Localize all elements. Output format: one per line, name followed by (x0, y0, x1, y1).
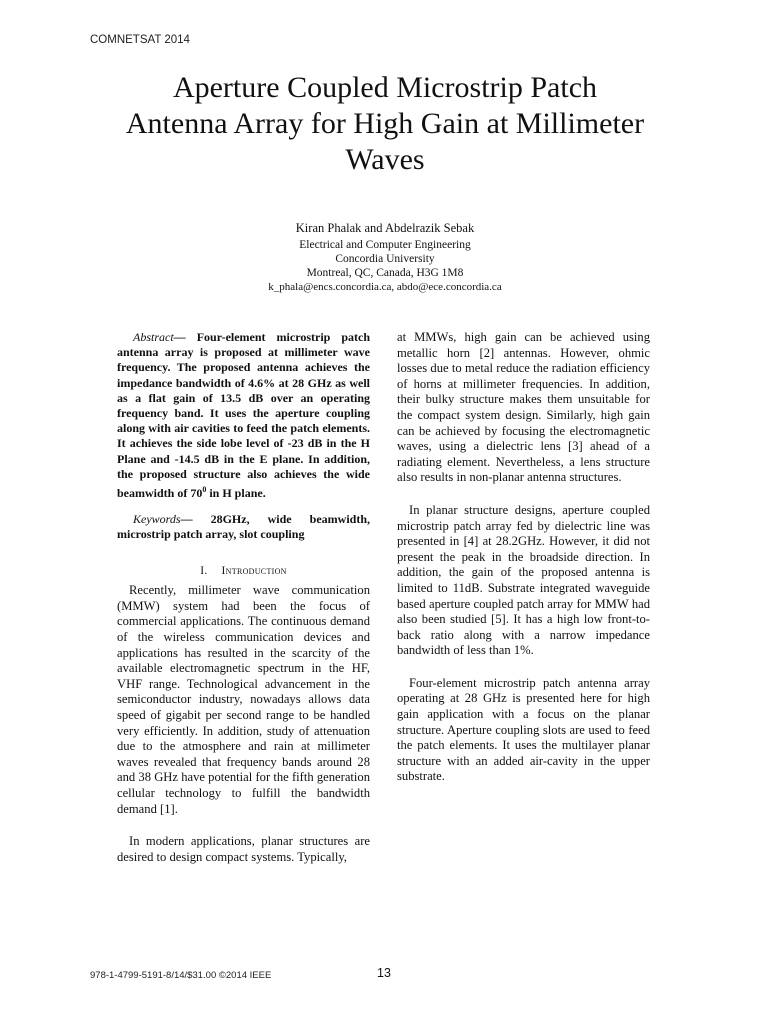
author-university: Concordia University (335, 253, 435, 265)
section-number: I. (200, 564, 208, 577)
intro-paragraph-3: at MMWs, high gain can be achieved using metallic horn [2] antennas. However, ohmic losses due to metal reduce the radiation efficiency of horns at millimeter frequencies. In addition, their bulky structure makes them unsuitable for the compact system design. Similarly, high gain can be achieved by focusing the electromagnetic waves, using a dielectric lens [3] ahead of a radiating element. Nevertheless, a lens structure also results in non-planar antenna structures. (397, 330, 650, 485)
author-department: Electrical and Computer Engineering (299, 239, 471, 251)
keywords (117, 512, 370, 542)
title-line-3: Waves (345, 143, 425, 176)
section-heading (117, 564, 370, 580)
right-column (397, 330, 650, 785)
abstract-text: Four-element microstrip patch antenna array is proposed at millimeter wave frequency. The proposed antenna achieves the impedance bandwidth of 4.6% at 28 GHz as well as a flat gain of 13.5 dB over an operating frequency band. It uses the aperture coupling along with air cavities to feed the patch elements. It achieves the side lobe level of -23 dB in the H Plane and -14.5 dB in the E plane. In addition, the proposed structure also achieves the wide beamwidth of 70 (117, 330, 371, 501)
intro-paragraph-2: In modern applications, planar structures are desired to design compact systems. Typically, (117, 834, 370, 864)
author-block (90, 220, 680, 294)
abstract-label: Abstract (133, 330, 174, 344)
abstract-dash: — (173, 330, 197, 344)
author-address: Montreal, QC, Canada, H3G 1M8 (306, 267, 464, 279)
author-emails: k_phala@encs.concordia.ca, abdo@ece.concordia.ca (268, 281, 502, 293)
left-column (117, 330, 370, 865)
title-line-1: Aperture Coupled Microstrip Patch (172, 71, 598, 104)
keywords-dash: — (180, 512, 211, 527)
intro-paragraph-5: Four-element microstrip patch antenna array operating at 28 GHz is presented here for high gain application with a focus on the planar structure. Aperture coupling slots are used to feed the patch elements. It uses the multilayer planar structure with an added air-cavity in the upper substrate. (397, 675, 650, 784)
abstract (117, 330, 370, 501)
abstract-text-end: in H plane. (206, 486, 266, 501)
section-title: Introduction (221, 564, 287, 577)
copyright-footer: 978-1-4799-5191-8/14/$31.00 ©2014 IEEE (90, 970, 272, 981)
keywords-label: Keywords (133, 512, 181, 527)
intro-paragraph-1: Recently, millimeter wave communication (MMW) system had been the focus of commercial applications. The continuous demand of the wireless communication devices and applications has resulted in the scarcity of the available electromagnetic spectrum in the HF, VHF range. Technological advancement in the semiconductor industry, nowadays allows data speed of gigabit per second range to be handled very efficiently. In addition, study of attenuation due to the atmosphere and rain at millimeter waves revealed that frequency bands around 28 and 38 GHz have potential for the fifth generation cellular technology to fulfill the bandwidth demand [1]. (117, 583, 370, 816)
abstract-superscript: 0 (202, 485, 207, 495)
conference-header: COMNETSAT 2014 (90, 34, 190, 46)
paper-title (90, 70, 680, 178)
page-number: 13 (377, 966, 391, 980)
keywords-text: 28GHz, wide beamwidth, microstrip patch array, slot coupling (117, 512, 370, 542)
author-names: Kiran Phalak and Abdelrazik Sebak (295, 221, 475, 235)
intro-paragraph-4: In planar structure designs, aperture coupled microstrip patch array fed by dielectric line was presented in [4] at 28.2GHz. However, it did not present the peak in the broadside direction. In addition, the gain of the proposed antenna is limited to 11dB. Substrate integrated waveguide based aperture coupled patch array for MMW had also been studied [5]. It has a high low front-to-back ratio along with a narrow impedance bandwidth of less than 1%. (397, 502, 650, 658)
title-line-2: Antenna Array for High Gain at Millimeter (125, 107, 645, 140)
